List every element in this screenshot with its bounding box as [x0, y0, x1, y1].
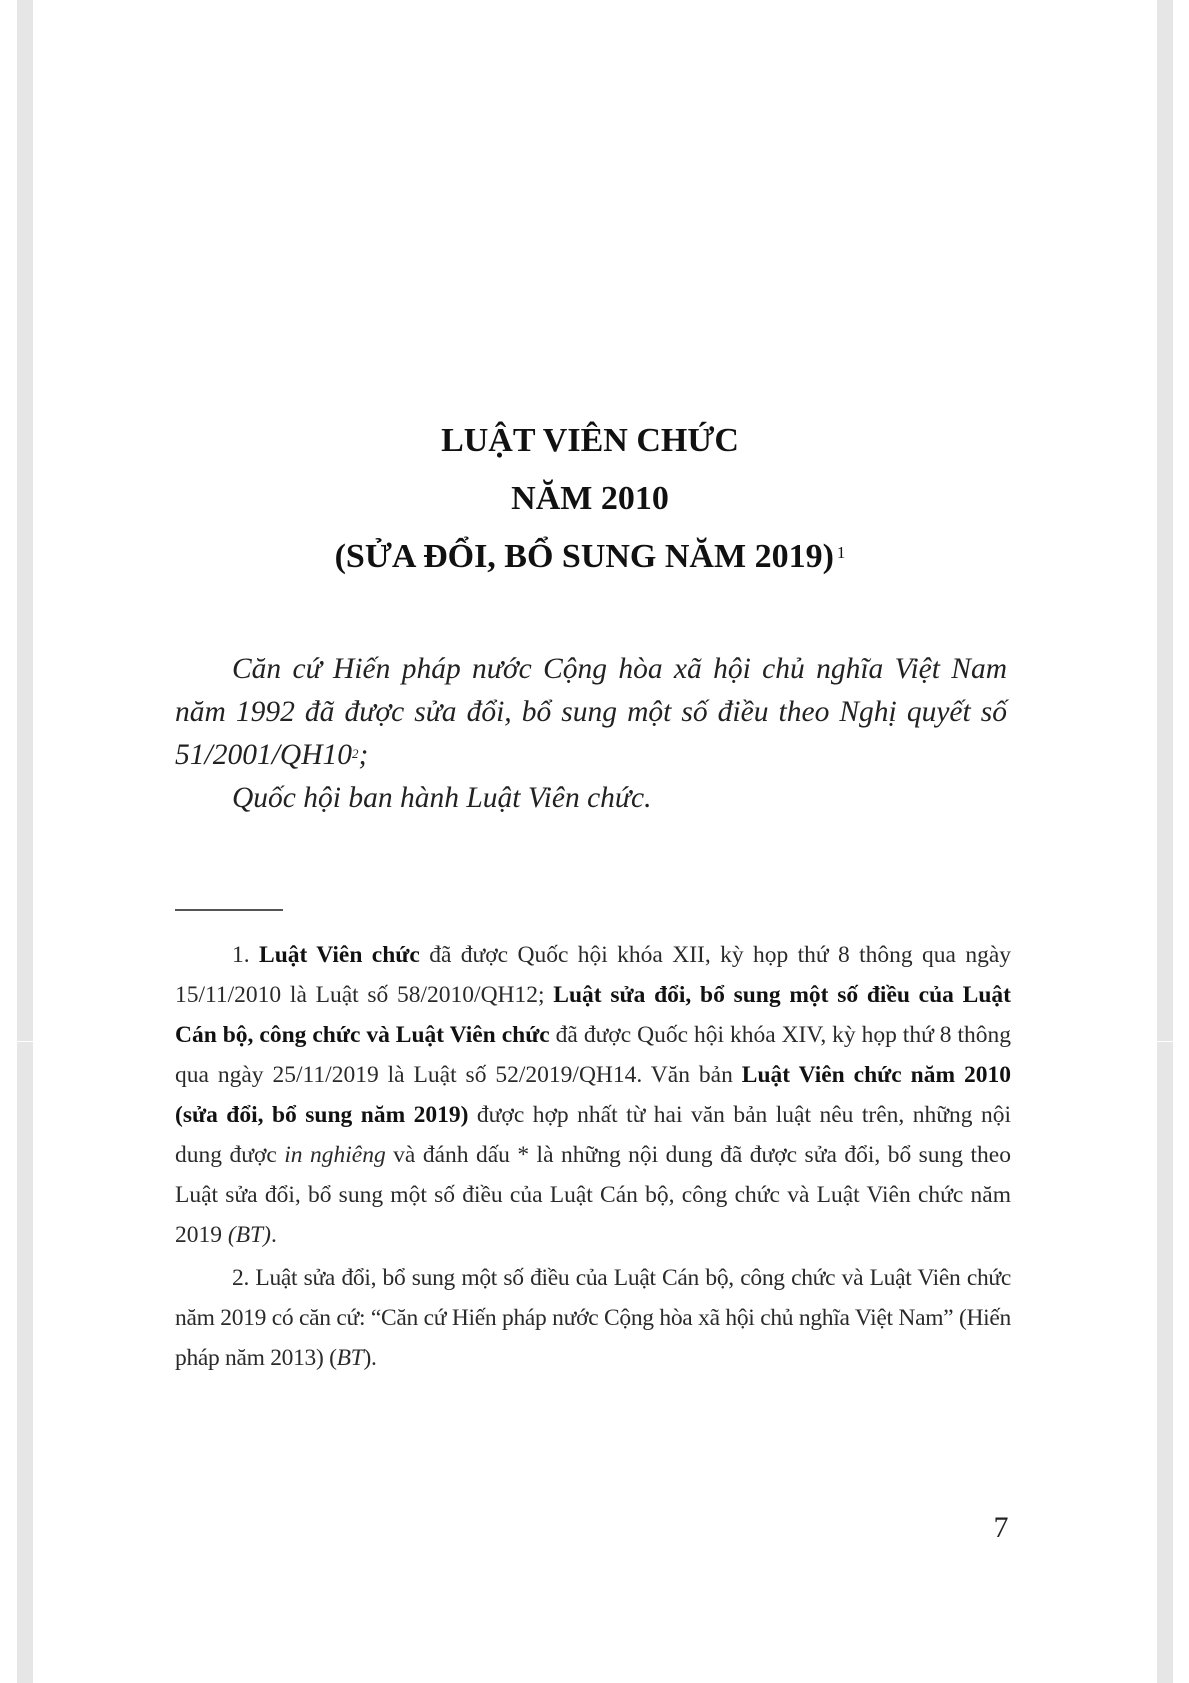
- page-seam-right: [1157, 1041, 1173, 1042]
- footnote-italic-text: (BT): [227, 1222, 271, 1248]
- footnote-bold-text: Luật Viên chức: [259, 942, 420, 968]
- right-margin-strip: [1157, 0, 1173, 1683]
- preamble-paragraph-2: Quốc hội ban hành Luật Viên chức.: [232, 782, 652, 814]
- title-line-2: NĂM 2010: [511, 480, 669, 517]
- page-seam-left: [17, 1041, 33, 1042]
- footnote-2: [175, 1258, 1011, 1378]
- footnote-text: và đánh dấu * là những nội dung đã được sửa đổi, bổ sung theo Luật sửa đổi, bổ sung một số điều của Luật Cán bộ, công chức và Luật Viên chức năm 2019: [175, 1142, 1011, 1248]
- footnote-text: .: [270, 1222, 277, 1248]
- document-page: [33, 0, 1157, 1683]
- footnote-text: ).: [363, 1345, 377, 1371]
- preamble-paragraph-1-end: ;: [358, 739, 369, 771]
- page-number: 7: [993, 1511, 1009, 1544]
- footnotes: [175, 935, 1011, 1381]
- footnote-text: Luật sửa đổi, bổ sung một số điều của Luật Cán bộ, công chức và Luật Viên chức năm 2019 có căn cứ: “Căn cứ Hiến pháp nước Cộng hòa xã hội chủ nghĩa Việt Nam” (Hiến pháp năm 2013) (: [175, 1265, 1011, 1371]
- footnote-ref-1: 1: [836, 543, 846, 562]
- footnote-number: 1.: [232, 942, 250, 968]
- law-title: [33, 412, 1157, 586]
- footnote-separator: [175, 909, 283, 911]
- footnote-text: đã được Quốc hội khóa XIV, kỳ họp thứ 8 thông qua ngày 25/11/2019 là Luật số 52/2019/QH14. Văn bản: [175, 1022, 1011, 1088]
- footnote-1: [175, 935, 1011, 1255]
- footnote-text: được hợp nhất từ hai văn bản luật nêu trên, những nội dung được: [175, 1102, 1011, 1168]
- left-margin-strip: [17, 0, 33, 1683]
- footnote-ref-2: 2: [352, 746, 359, 761]
- footnote-italic-text: BT: [336, 1345, 364, 1371]
- footnote-number: 2.: [232, 1265, 250, 1291]
- footnote-text: đã được Quốc hội khóa XII, kỳ họp thứ 8 thông qua ngày 15/11/2010 là Luật số 58/2010/QH12;: [175, 942, 1012, 1008]
- preamble-paragraph-1: [175, 648, 1007, 777]
- footnote-bold-text: Luật sửa đổi, bổ sung một số điều của Luật Cán bộ, công chức và Luật Viên chức: [175, 982, 1011, 1048]
- title-line-3-text: (SỬA ĐỔI, BỔ SUNG NĂM 2019): [334, 538, 834, 575]
- footnote-bold-text: Luật Viên chức năm 2010 (sửa đổi, bổ sung năm 2019): [175, 1062, 1012, 1128]
- preamble-paragraph-1-text: Căn cứ Hiến pháp nước Cộng hòa xã hội chủ nghĩa Việt Nam năm 1992 đã được sửa đổi, bổ sung một số điều theo Nghị quyết số 51/2001/QH10: [175, 653, 1007, 771]
- footnote-italic-text: in nghiêng: [284, 1142, 386, 1168]
- title-line-3: [23, 528, 1157, 586]
- title-line-1: LUẬT VIÊN CHỨC: [441, 422, 739, 459]
- preamble: [175, 648, 1007, 820]
